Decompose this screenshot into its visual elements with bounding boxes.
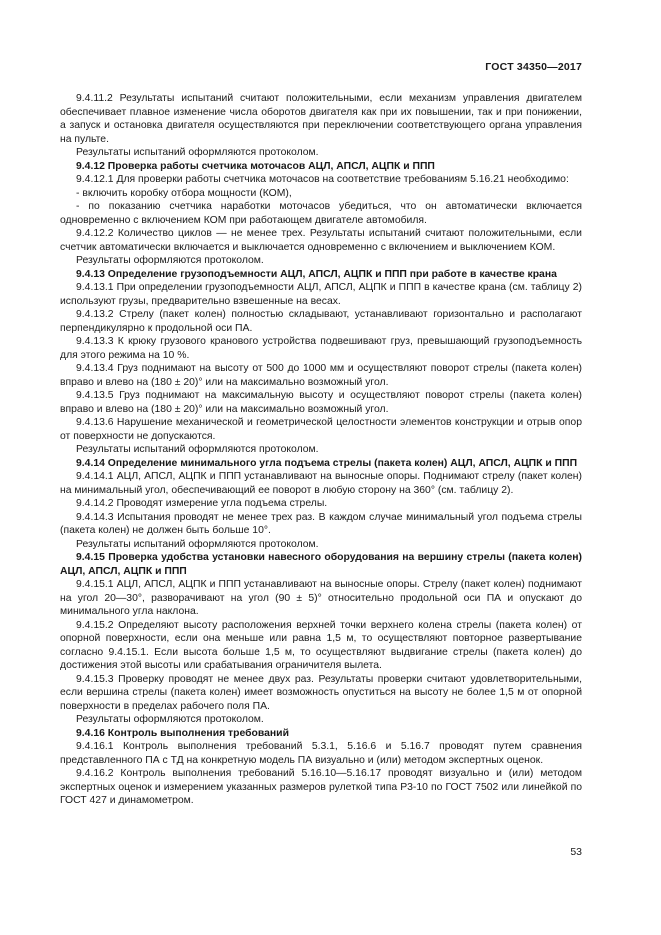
paragraph: 9.4.16.1 Контроль выполнения требований 5.3.1, 5.16.6 и 5.16.7 проводят путем сравнения представленного ПА с ТД на конкретную модель ПА визуально и (или) методом экспертных оценок.: [60, 741, 582, 766]
section-heading: 9.4.13 Определение грузоподъемности АЦЛ, АПСЛ, АЦПК и ППП при работе в качестве крана: [76, 268, 557, 280]
paragraph: 9.4.13.6 Нарушение механической и геометрической целостности элементов конструкции и отрыв опор от поверхности не допускаются.: [60, 417, 582, 442]
paragraph: 9.4.16.2 Контроль выполнения требований 5.16.10—5.16.17 проводят визуально и (или) методом экспертных оценок и измерением указанных размеров рулеткой типа Р3-10 по ГОСТ 7502 или линейкой по ГОСТ 427 и динамометром.: [60, 768, 582, 806]
paragraph: 9.4.15.1 АЦЛ, АПСЛ, АЦПК и ППП устанавливают на выносные опоры. Стрелу (пакет колен) поднимают на угол 20—30°, разворачивают на угол (90 ± 5)° относительно продольной оси ПА и опускают до минимального угла наклона.: [60, 579, 582, 617]
paragraph: Результаты оформляются протоколом.: [76, 714, 264, 725]
paragraph: 9.4.13.3 К крюку грузового кранового устройства подвешивают груз, превышающий грузоподъемность для этого режима на 10 %.: [60, 336, 582, 361]
paragraph: 9.4.14.1 АЦЛ, АПСЛ, АЦПК и ППП устанавливают на выносные опоры. Поднимают стрелу (пакет колен) на минимальный угол, обеспечивающий ее поворот в любую сторону на 360° (см. таблицу 2).: [60, 471, 582, 496]
paragraph: Результаты испытаний оформляются протоколом.: [76, 147, 319, 158]
section-heading: 9.4.16 Контроль выполнения требований: [76, 727, 289, 739]
document-body: [60, 92, 582, 808]
paragraph: 9.4.15.2 Определяют высоту расположения верхней точки верхнего колена стрелы (пакета колен) от опорной поверхности, если она меньше или равна 1,5 м, то осуществляют повторное развертывание согласно 9.4.15.1. Если высота больше 1,5 м, то осуществляют выдвигание стрелы (пакета колен) до достижения этой высоты или срабатывания ограничителя вылета.: [60, 619, 582, 671]
section-heading: 9.4.14 Определение минимального угла подъема стрелы (пакета колен) АЦЛ, АПСЛ, АЦПК и ППП: [76, 457, 578, 469]
section-heading: 9.4.15 Проверка удобства установки навесного оборудования на вершину стрелы (пакета колен) АЦЛ, АПСЛ, АЦПК и ППП: [60, 552, 582, 577]
list-item: - включить коробку отбора мощности (КОМ),: [76, 187, 292, 199]
paragraph: 9.4.15.3 Проверку проводят не менее двух раз. Результаты проверки считают удовлетворительными, если вершина стрелы (пакета колен) имеет возможность опуститься на высоту не более 1,5 м от опорной поверхности в пределах рабочего поля ПА.: [60, 673, 582, 712]
paragraph: 9.4.11.2 Результаты испытаний считают положительными, если механизм управления двигателем обеспечивает плавное изменение числа оборотов двигателя как при их повышении, так и при понижении, а запуск и остановка двигателя осуществляются при переключении соответствующего органа управления на пульте.: [60, 93, 582, 145]
list-item: - по показанию счетчика наработки моточасов убедиться, что он автоматически включается одновременно с включением КОМ при работающем двигателе автомобиля.: [60, 201, 582, 226]
paragraph: Результаты испытаний оформляются протоколом.: [76, 538, 319, 550]
paragraph: 9.4.14.3 Испытания проводят не менее трех раз. В каждом случае минимальный угол подъема стрелы (пакета колен) не должен быть больше 10°.: [60, 511, 582, 536]
paragraph: 9.4.12.1 Для проверки работы счетчика моточасов на соответствие требованиям 5.16.21 необходимо:: [76, 174, 569, 185]
paragraph: 9.4.13.4 Груз поднимают на высоту от 500 до 1000 мм и осуществляют поворот стрелы (пакета колен) вправо и влево на (180 ± 20)° или на максимально возможный угол.: [60, 363, 582, 388]
paragraph: 9.4.12.2 Количество циклов — не менее трех. Результаты испытаний считают положительными, если счетчик автоматически включается и выключается одновременно с включением и выключением КОМ.: [60, 228, 582, 253]
paragraph: 9.4.13.5 Груз поднимают на максимальную высоту и осуществляют поворот стрелы (пакета колен) вправо и влево на (180 ± 20)° или на максимально возможный угол.: [60, 390, 582, 415]
paragraph: Результаты испытаний оформляются протоколом.: [76, 444, 319, 455]
paragraph: Результаты оформляются протоколом.: [76, 255, 264, 266]
standard-header: ГОСТ 34350—2017: [485, 61, 582, 73]
paragraph: 9.4.13.1 При определении грузоподъемности АЦЛ, АПСЛ, АЦПК и ППП в качестве крана (см. таблицу 2) используют грузы, предварительно взвешенные на весах.: [60, 282, 582, 307]
section-heading: 9.4.12 Проверка работы счетчика моточасов АЦЛ, АПСЛ, АЦПК и ППП: [76, 160, 435, 172]
page-number: 53: [570, 846, 582, 858]
paragraph: 9.4.14.2 Проводят измерение угла подъема стрелы.: [76, 498, 328, 509]
paragraph: 9.4.13.2 Стрелу (пакет колен) полностью складывают, устанавливают горизонтально и располагают перпендикулярно к продольной оси ПА.: [60, 309, 582, 334]
